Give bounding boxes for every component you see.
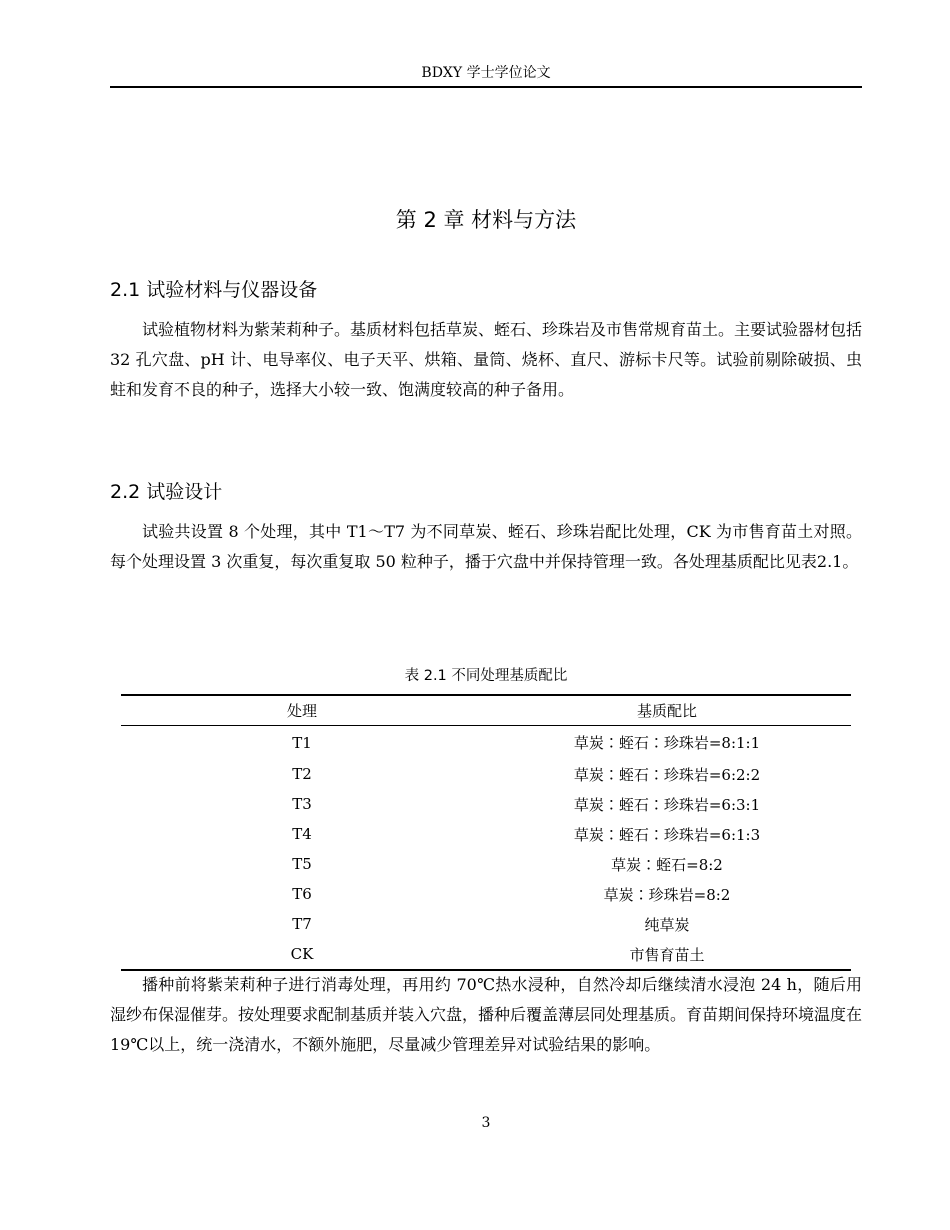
table-row xyxy=(121,939,851,970)
substrate-ratio-table xyxy=(121,694,851,971)
column-header-ratio: 基质配比 xyxy=(483,695,851,726)
treatment-cell: T4 xyxy=(292,825,312,843)
header-rule xyxy=(110,86,862,88)
column-header-treatment: 处理 xyxy=(121,695,483,726)
paragraph-procedure: 播种前将紫茉莉种子进行消毒处理，再用约 70℃热水浸种，自然冷却后继续清水浸泡 24 h，随后用湿纱布保湿催芽。按处理要求配制基质并装入穴盘，播种后覆盖薄层同处理基质。育苗期间保持环境温度在 19℃以上，统一浇清水，不额外施肥，尽量减少管理差异对试验结果的影响。 xyxy=(110,975,863,1054)
ratio-cell: 草炭∶蛭石=8:2 xyxy=(611,855,723,874)
ratio-cell: 草炭∶蛭石∶珍珠岩=6:2:2 xyxy=(573,765,761,784)
paragraph-materials: 试验植物材料为紫茉莉种子。基质材料包括草炭、蛭石、珍珠岩及市售常规育苗土。主要试验器材包括 32 孔穴盘、pH 计、电导率仪、电子天平、烘箱、量筒、烧杯、直尺、游标卡尺等。试验前剔除破损、虫蛀和发育不良的种子，选择大小较一致、饱满度较高的种子备用。 xyxy=(110,320,863,399)
table-row xyxy=(121,819,851,849)
treatment-cell: T6 xyxy=(292,885,312,903)
ratio-cell: 草炭∶蛭石∶珍珠岩=6:3:1 xyxy=(573,795,761,814)
ratio-cell: 草炭∶蛭石∶珍珠岩=6:1:3 xyxy=(573,825,761,844)
table-header-row xyxy=(121,695,851,726)
table-row xyxy=(121,726,851,760)
table-row xyxy=(121,909,851,939)
running-header: BDXY 学士学位论文 xyxy=(421,65,551,81)
ratio-cell: 纯草炭 xyxy=(644,915,690,934)
ratio-cell: 市售育苗土 xyxy=(483,939,851,970)
treatment-cell: T7 xyxy=(292,915,312,933)
table-row xyxy=(121,879,851,909)
section-heading-2-1: 2.1 试验材料与仪器设备 xyxy=(110,279,318,301)
chapter-title: 第 2 章 材料与方法 xyxy=(395,208,577,232)
ratio-cell: 草炭∶蛭石∶珍珠岩=8:1:1 xyxy=(573,734,761,752)
page-number: 3 xyxy=(481,1115,491,1131)
treatment-cell: T2 xyxy=(292,765,312,783)
treatment-cell: T5 xyxy=(292,855,312,873)
treatment-cell: T1 xyxy=(292,733,312,752)
treatment-cell: CK xyxy=(121,939,483,970)
paragraph-design: 试验共设置 8 个处理，其中 T1～T7 为不同草炭、蛭石、珍珠岩配比处理，CK 为市售育苗土对照。每个处理设置 3 次重复，每次重复取 50 粒种子，播于穴盘中并保持管理一致。各处理基质配比见表2.1。 xyxy=(110,522,862,571)
section-heading-2-2: 2.2 试验设计 xyxy=(110,481,223,503)
table-row xyxy=(121,759,851,789)
treatment-cell: T3 xyxy=(292,795,312,813)
table-row xyxy=(121,849,851,879)
table-row xyxy=(121,789,851,819)
ratio-cell: 草炭∶珍珠岩=8:2 xyxy=(603,885,731,904)
table-caption: 表 2.1 不同处理基质配比 xyxy=(404,668,568,684)
